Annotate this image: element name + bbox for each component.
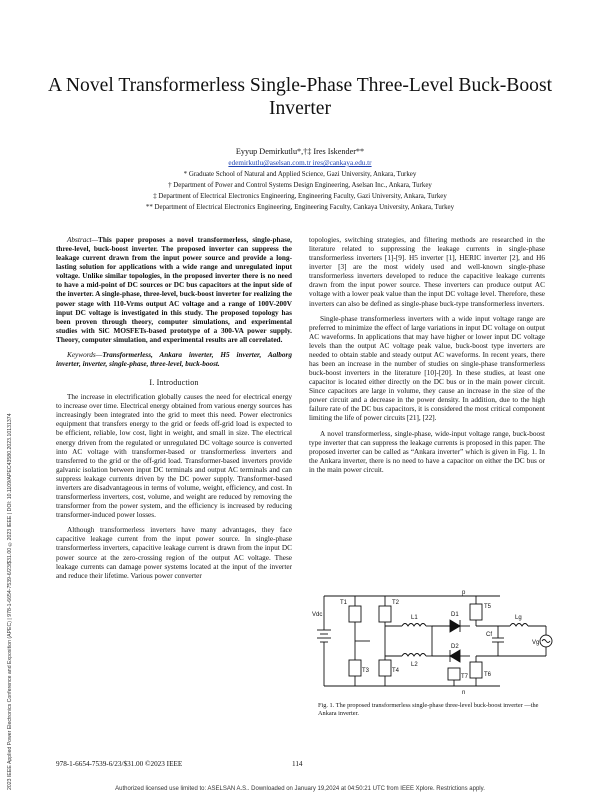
page-number: 114: [292, 760, 303, 768]
keywords: [56, 351, 292, 369]
keywords-text: Transformerless, Ankara inverter, H5 inverter, Aalborg inverter, inverter, single-phase, three-level, buck-boost.: [56, 350, 292, 369]
fig-label-lg: Lg: [515, 615, 522, 621]
authors: Eyyup Demirkutlu*,†‡ Ires Iskender**: [235, 147, 365, 156]
fig-label-n: n: [462, 690, 466, 696]
fig-label-l1: L1: [411, 615, 418, 621]
download-notice: Authorized licensed use limited to: ASELSAN A.S.. Downloaded on January 19,2024 at 04:50:21 UTC from IEEE Xplore. Restrictions apply.: [115, 786, 485, 792]
fig-label-cf: Cf: [486, 632, 492, 638]
right-column: [309, 236, 545, 475]
fig-label-l2: L2: [411, 662, 418, 668]
abstract-lead: Abstract—: [67, 236, 99, 244]
author-emails[interactable]: edemirkutlu@aselsan.com.tr ires@cankaya.edu.tr: [228, 159, 372, 167]
figure-caption: Fig. 1. The proposed transformerless single-phase three-level buck-boost inverter —the Ankara inverter.: [318, 702, 539, 717]
keywords-lead: Keywords—: [67, 350, 103, 359]
doi-sidebar: 2023 IEEE Applied Power Electronics Conference and Exposition (APEC) | 978-1-6654-7539-6/23/$31.00 ©2023 IEEE | DOI: 10.1109/APEC43580.2023.10131374: [7, 413, 13, 790]
left-column: [56, 236, 292, 581]
affiliation-2: † Department of Power and Control Systems Design Engineering, Aselsan Inc., Ankara, Turkey: [168, 182, 432, 189]
right-paragraph-2: Single-phase transformerless inverters with a wide input voltage range are preferred to minimize the effect of large variations in input DC voltage on output AC waveforms. In applications that may have higher or lower input DC voltage levels than the output AC voltage peak value, buck-boost type inverters are needed to obtain stable and steady output AC waveforms. In recent years, there has been an increase in the number of studies on single-phase transformerless buck-boost inverters in the literature [10]-[20]. In these studies, at least one capacitor is located either directly on the DC bus or in the main power circuit. Since capacitors are large in volume, they cause an increase in the size of the power circuit and a decrease in the power density. In addition, due to the high failure rate of the DC bus capacitors, it is considered the most critical component limiting the life of power circuits [21], [22].: [309, 314, 545, 423]
abstract-text: This paper proposes a novel transformerless, single-phase, three-level, buck-boost inverter. The proposed inverter can suppress the leakage current drawn from the input power source and provide a long-lasting solution for applications with a wide range and unregulated input voltage. Unlike similar topologies, in the proposed inverter there is no need to have a mid-point of DC sources or DC bus capacitors at the input side of the inverter. A single-phase, three-level, buck-boost inverter for realizing the power stage with 110-Vrms output AC voltage and a range of 100V-200V input DC voltage is investigated in this study. The proposed topology has been proven through theory, computer simulations, and experimental studies with SiC MOSFETs-based prototype of a 300-VA power supply. Theory, computer simulation, and experimental results are all correlated.: [56, 236, 292, 344]
fig-label-d1: D1: [451, 612, 459, 618]
right-paragraph-3: A novel transformerless, single-phase, wide-input voltage range, buck-boost type inverter that can suppress the leakage currents is proposed in this paper. The proposed inverter can be called as “Ankara inverter” which is given in Fig. 1. In the Ankara inverter, there is no need to have a capacitor on either the DC bus or in the main power circuit.: [309, 429, 545, 474]
fig-label-t6: T6: [484, 672, 492, 678]
footer-copyright: 978-1-6654-7539-6/23/$31.00 ©2023 IEEE: [56, 760, 183, 768]
fig-label-d2: D2: [451, 644, 459, 650]
circuit-diagram-figure: [310, 586, 560, 696]
fig-label-t4: T4: [392, 668, 400, 674]
left-paragraph-2: Although transformerless inverters have many advantages, they face capacitive leakage current from the input power source. In single-phase transformerless inverters, capacitive leakage current is drawn from the input DC power source at the zero-crossing region of the output AC voltage. These leakage currents can damage power systems located at the input of the inverter and reduce their lifetime. Various power converter: [56, 526, 292, 580]
fig-label-t5: T5: [484, 604, 492, 610]
affiliation-4: ** Department of Electrical Electronics Engineering, Engineering Faculty, Cankaya University, Ankara, Turkey: [145, 204, 455, 211]
fig-label-t1: T1: [340, 600, 348, 606]
abstract: [56, 236, 292, 345]
section-heading-introduction: I. Introduction: [149, 378, 199, 388]
fig-label-t3: T3: [362, 668, 370, 674]
fig-label-p: p: [462, 590, 466, 596]
affiliation-1: * Graduate School of Natural and Applied Science, Gazi University, Ankara, Turkey: [183, 171, 417, 178]
right-paragraph-1: topologies, switching strategies, and filtering methods are researched in the literature related to suppressing the leakage currents in single-phase transformerless inverters [1]-[9]. H5 inverter [1], HERIC inverter [2], and H6 inverter [3] are the most widely used and well-known single-phase transformerless inverters developed to reduce the capacitive leakage currents drawn from the input power source. These inverters can produce output AC voltage with a lower peak value than the input DC voltage level. Therefore, these inverters can also be defined as single-phase buck-type transformerless inverters.: [309, 236, 545, 308]
left-paragraph-1: The increase in electrification globally causes the need for electrical energy to increase over time. Electrical energy obtained from various energy sources has increasingly been integrated into the grid to meet this need. Power electronics equipment that transfers energy to the grid or feeds off-grid load is expected to be efficient, reliable, low cost, light in weight, and small in size. The electrical energy driven from the regulated or unregulated DC voltage source is converted into AC voltage with transformer-based or transformerless inverters and transferred to the grid or the off-grid load. Transformer-based inverters provide galvanic isolation between input DC terminals and output AC terminals and can suppress leakage currents driven by the DC power supply. Transformer-based inverters are disadvantageous in terms of volume, weight, efficiency, and cost. In transformerless inverters, cost, volume, and weight are reduced by removing the transformer from the power system, and the efficiency is increased by reducing transformer-induced power losses.: [56, 393, 292, 520]
fig-label-vg: Vg: [532, 640, 540, 646]
paper-title: A Novel Transformerless Single-Phase Three-Level Buck-Boost Inverter: [47, 75, 553, 119]
fig-label-t7: T7: [461, 674, 469, 680]
fig-label-t2: T2: [392, 600, 400, 606]
fig-label-vdc: Vdc: [312, 612, 323, 618]
affiliation-3: ‡ Department of Electrical Electronics Engineering, Engineering Faculty, Gazi University, Ankara, Turkey: [153, 193, 447, 200]
